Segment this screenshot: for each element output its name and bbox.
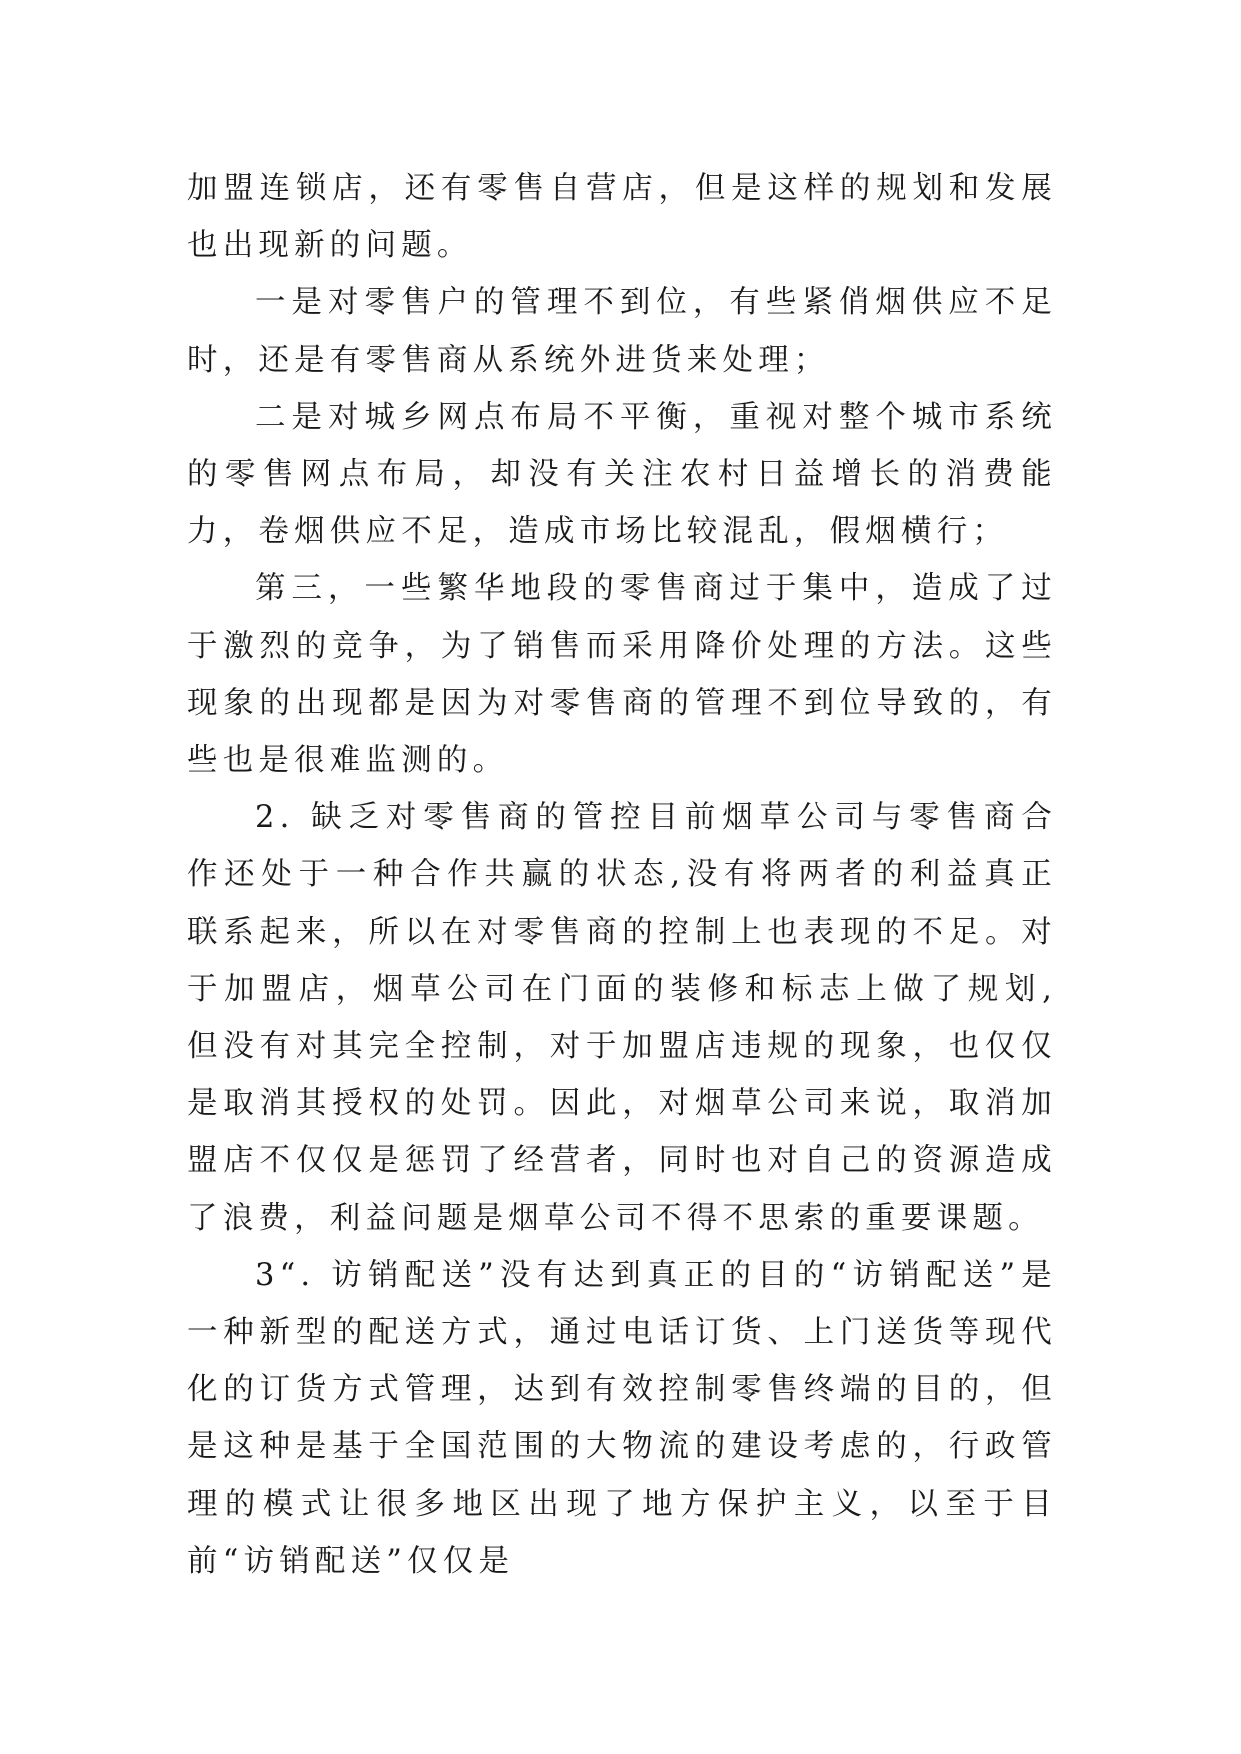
paragraph-network-layout: 二是对城乡网点布局不平衡，重视对整个城市系统的零售网点布局，却没有关注农村日益增长的消费能力，卷烟供应不足，造成市场比较混乱，假烟横行； (187, 399, 1057, 550)
paragraph-section-2: 2. 缺乏对零售商的管控目前烟草公司与零售商合作还处于一种合作共赢的状态,没有将两者的利益真正联系起来，所以在对零售商的控制上也表现的不足。对于加盟店，烟草公司在门面的装修和标志上做了规划,但没有对其完全控制，对于加盟店违规的现象，也仅仅是取消其授权的处罚。因此，对烟草公司来说，取消加盟店不仅仅是惩罚了经营者，同时也对自己的资源造成了浪费，利益问题是烟草公司不得不思索的重要课题。 (187, 800, 1057, 1236)
document-body (187, 160, 1057, 1590)
paragraph-section-3: 3“. 访销配送”没有达到真正的目的“访销配送”是一种新型的配送方式，通过电话订货、上门送货等现代化的订货方式管理，达到有效控制零售终端的目的，但是这种是基于全国范围的大物流的建设考虑的，行政管理的模式让很多地区出现了地方保护主义，以至于目前“访销配送”仅仅是 (187, 1257, 1057, 1579)
paragraph-competition: 第三，一些繁华地段的零售商过于集中，造成了过于激烈的竞争，为了销售而采用降价处理的方法。这些现象的出现都是因为对零售商的管理不到位导致的，有些也是很难监测的。 (187, 571, 1057, 779)
paragraph-continuation: 加盟连锁店，还有零售自营店，但是这样的规划和发展也出现新的问题。 (187, 171, 1057, 264)
paragraph-retailer-management: 一是对零售户的管理不到位，有些紧俏烟供应不足时，还是有零售商从系统外进货来处理； (187, 285, 1057, 378)
